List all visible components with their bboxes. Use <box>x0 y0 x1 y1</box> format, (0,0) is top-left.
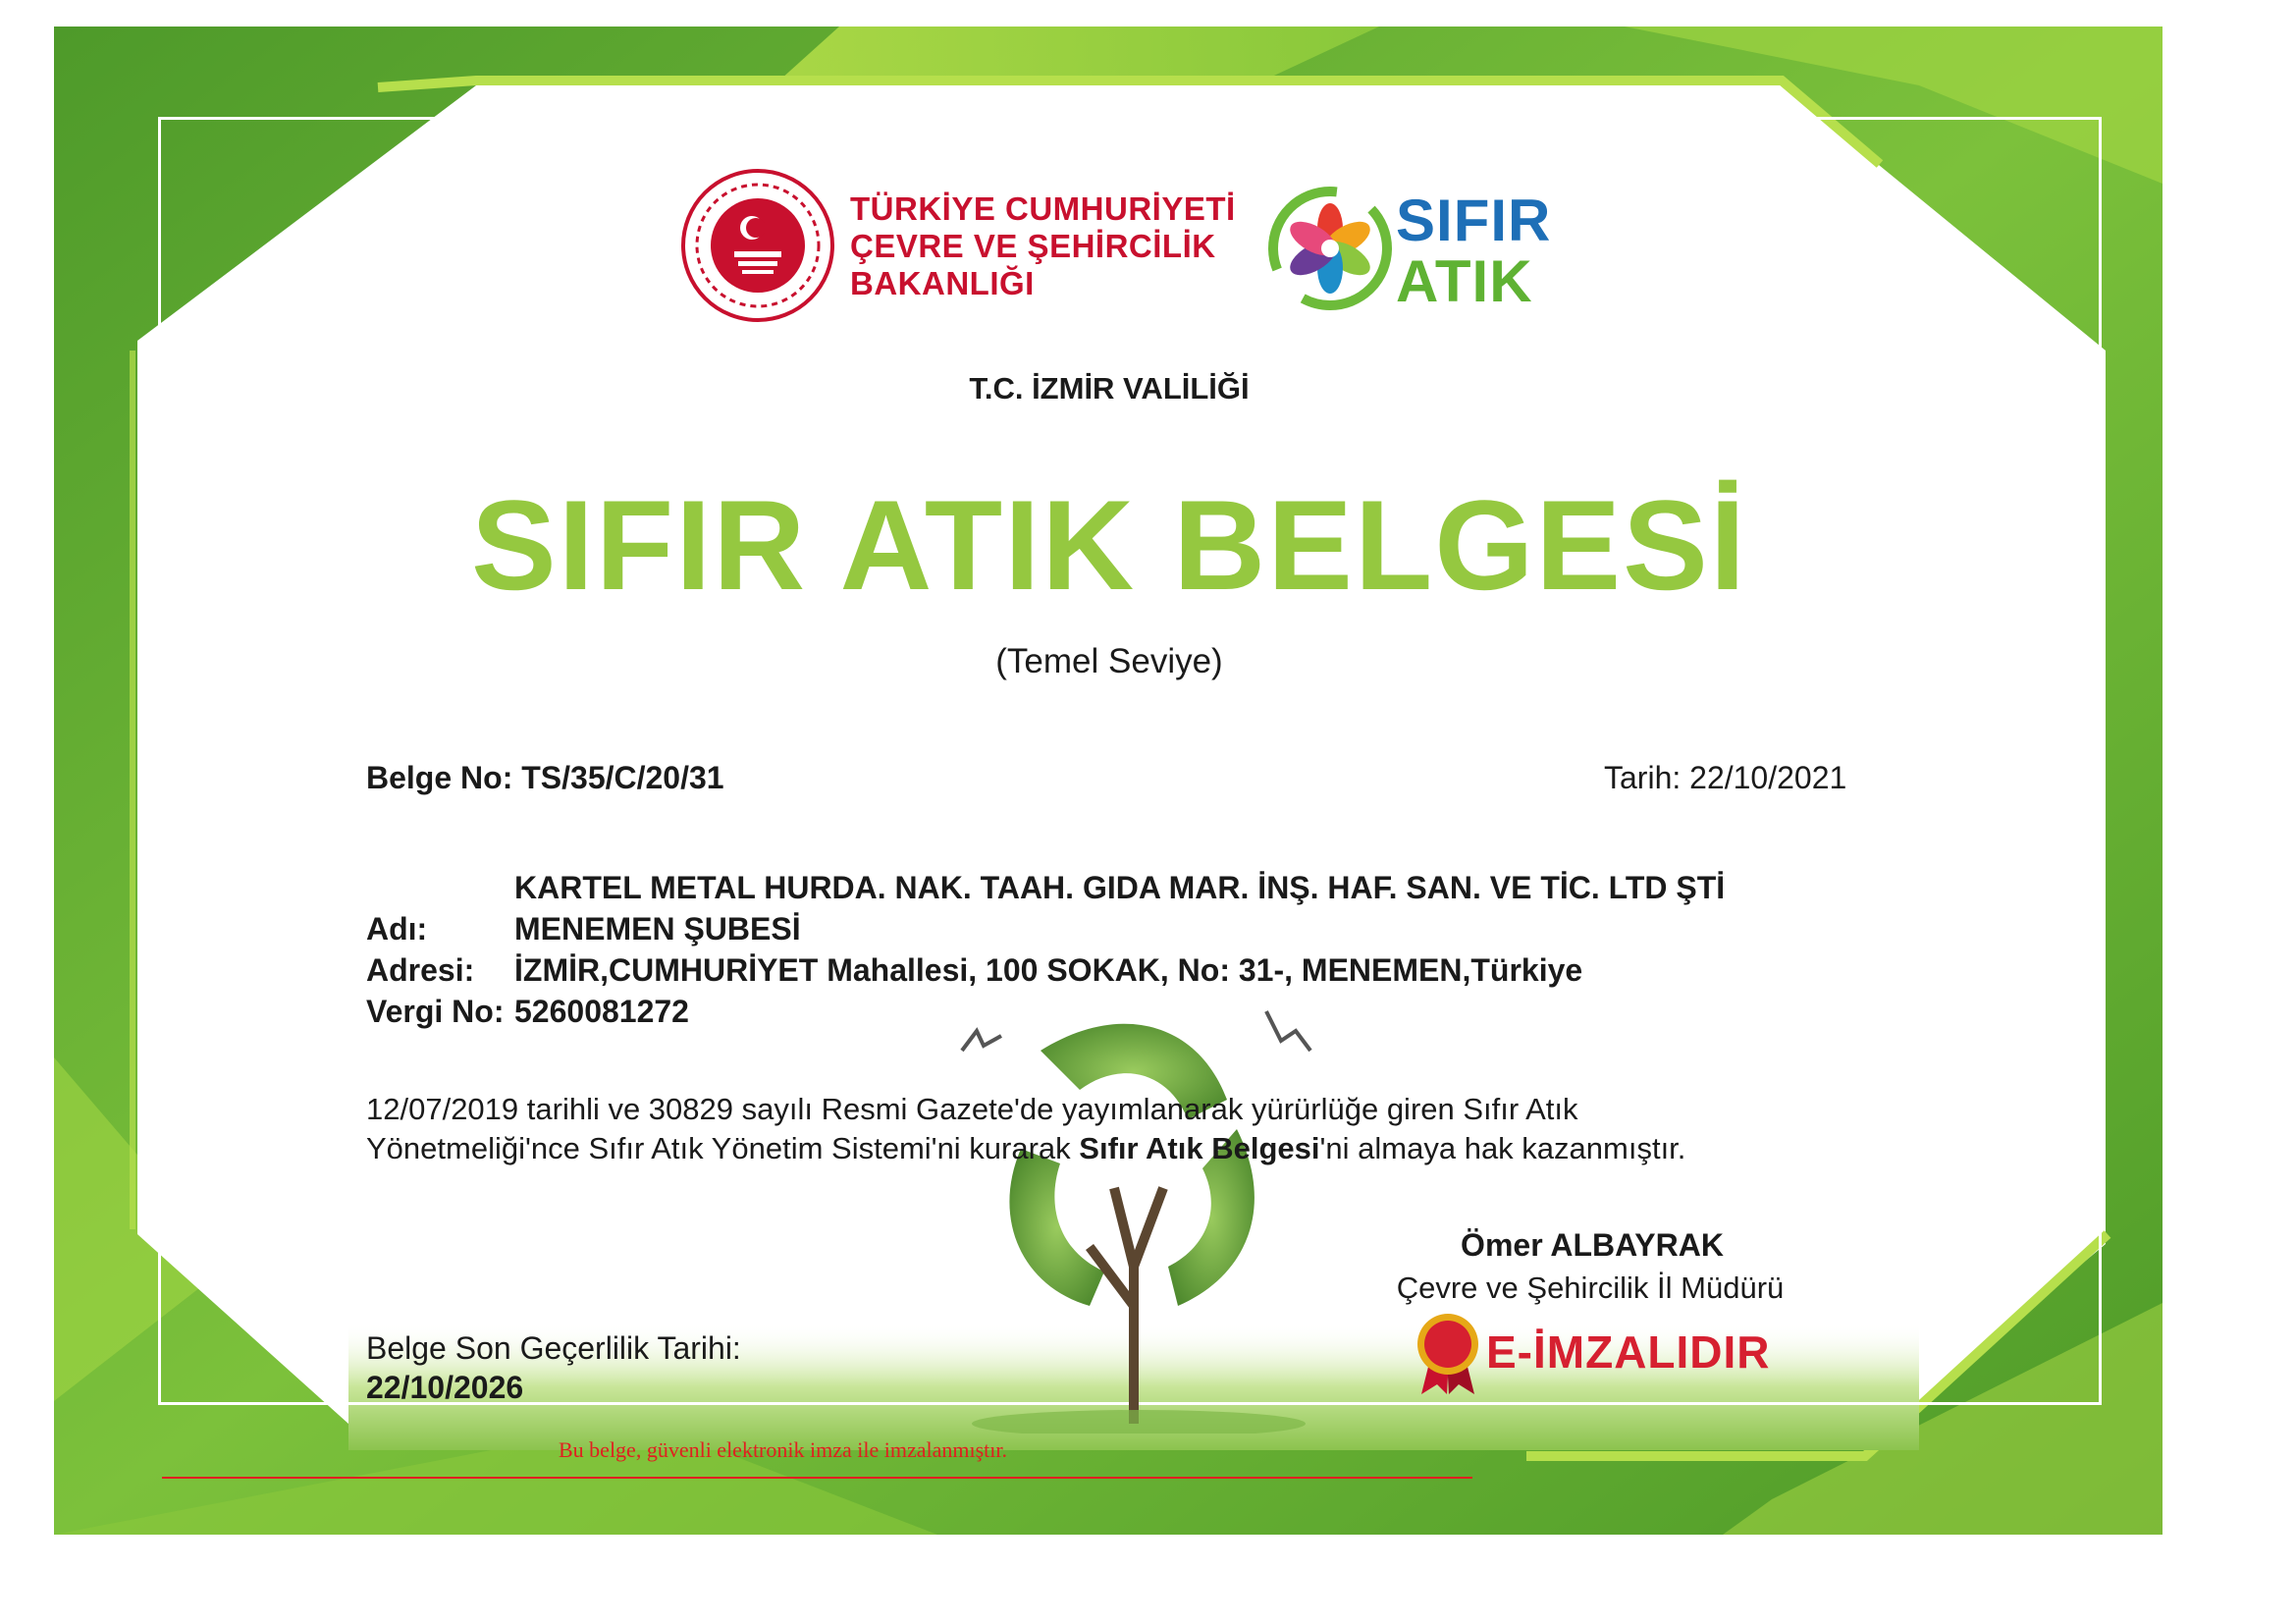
recycle-tree-illustration <box>942 992 1335 1438</box>
statement-line2-end: 'ni almaya hak kazanmıştır. <box>1319 1131 1686 1165</box>
ministry-name <box>850 190 1236 302</box>
signatory-title: Çevre ve Şehircilik İl Müdürü <box>1396 1271 1785 1305</box>
statement-line1: 12/07/2019 tarihli ve 30829 sayılı Resmi Gazete'de yayımlanarak yürürlüğe giren Sıfır Atık <box>366 1092 1578 1126</box>
zero-waste-logo-line1: SIFIR <box>1396 188 1552 253</box>
issuing-authority: T.C. İZMİR VALİLİĞİ <box>969 371 1250 406</box>
statement-highlight: Sıfır Atık Belgesi <box>1079 1131 1320 1165</box>
e-signature-note: Bu belge, güvenli elektronik imza ile imzalanmıştır. <box>559 1437 1007 1462</box>
ministry-name-line2: ÇEVRE VE ŞEHİRCİLİK <box>850 228 1216 264</box>
ministry-seal-icon <box>679 167 836 324</box>
signatory-name: Ömer ALBAYRAK <box>1461 1227 1724 1263</box>
entity-tax-number: 5260081272 <box>514 994 689 1029</box>
recycle-tree-icon <box>942 992 1335 1434</box>
validity-label: Belge Son Geçerlilik Tarihi: <box>366 1330 741 1366</box>
document-number: Belge No: TS/35/C/20/31 <box>366 760 724 795</box>
certificate-statement <box>366 1090 1839 1168</box>
document-date: Tarih: 22/10/2021 <box>1604 760 1847 795</box>
zero-waste-logo-line2: ATIK <box>1396 248 1533 314</box>
award-ribbon-icon <box>1414 1312 1482 1396</box>
signature-line <box>162 1477 1472 1479</box>
entity-address: İZMİR,CUMHURİYET Mahallesi, 100 SOKAK, No: 31-, MENEMEN,Türkiye <box>514 952 1583 988</box>
e-signature-label: E-İMZALIDIR <box>1486 1326 1771 1378</box>
certificate-level: (Temel Seviye) <box>995 642 1223 680</box>
validity-date: 22/10/2026 <box>366 1370 524 1405</box>
statement-line2-start: Yönetmeliği'nce Sıfır Atık Yönetim Sistemi'ni kurarak <box>366 1131 1080 1165</box>
entity-name-line2: MENEMEN ŞUBESİ <box>514 911 801 947</box>
e-signature-stamp <box>1414 1312 1482 1401</box>
entity-tax-label: Vergi No: <box>366 994 505 1029</box>
entity-address-label: Adresi: <box>366 952 475 988</box>
ministry-emblem <box>679 167 836 329</box>
entity-name-label: Adı: <box>366 911 428 947</box>
zero-waste-flower-icon <box>1266 185 1394 312</box>
entity-name-line1: KARTEL METAL HURDA. NAK. TAAH. GIDA MAR. İNŞ. HAF. SAN. VE TİC. LTD ŞTİ <box>514 870 1726 905</box>
ministry-name-line3: BAKANLIĞI <box>850 265 1035 301</box>
zero-waste-logo <box>1266 185 1394 317</box>
ministry-name-line1: TÜRKİYE CUMHURİYETİ <box>850 190 1236 227</box>
certificate-title: SIFIR ATIK BELGESİ <box>471 473 1747 617</box>
statement-line2 <box>366 1129 1839 1168</box>
